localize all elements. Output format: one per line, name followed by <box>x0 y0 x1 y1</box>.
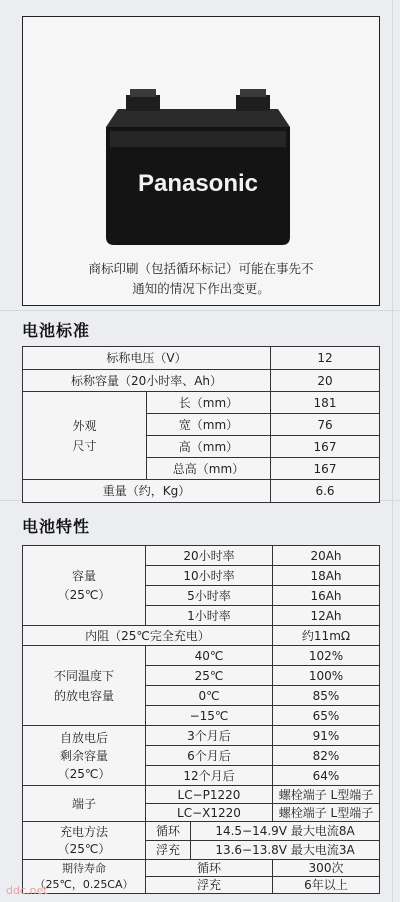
row-label: 总高（mm） <box>147 458 271 480</box>
table-row <box>23 370 380 392</box>
row-label: 宽（mm） <box>147 414 271 436</box>
row-value: 20Ah <box>273 546 380 566</box>
row-label: 1小时率 <box>146 606 273 626</box>
brand-logo-text: Panasonic <box>137 170 259 197</box>
row-label: 40℃ <box>146 646 273 666</box>
row-label: 10小时率 <box>146 566 273 586</box>
row-value: 167 <box>271 458 380 480</box>
background-line <box>392 0 393 902</box>
table-row <box>23 347 380 370</box>
battery-image <box>98 87 298 247</box>
terminal-model: LC−X1220 <box>146 804 273 822</box>
row-label: 内阻（25℃完全充电） <box>23 626 273 646</box>
row-value: 76 <box>271 414 380 436</box>
row-label: 3个月后 <box>146 726 273 746</box>
terminal-type: 螺栓端子 L型端子 <box>273 804 380 822</box>
row-value: 约11mΩ <box>273 626 380 646</box>
charge-value: 14.5−14.9V 最大电流8A <box>191 822 380 841</box>
caption-line-1: 商标印刷（包括循环标记）可能在事先不 <box>88 261 314 276</box>
photo-caption <box>23 259 379 299</box>
group-label-capacity: 容量 （25℃） <box>23 546 146 626</box>
row-label: 12个月后 <box>146 766 273 786</box>
section-title-battery-standard: 电池标准 <box>22 321 91 340</box>
row-value: 102% <box>273 646 380 666</box>
row-value: 181 <box>271 392 380 414</box>
life-value: 300次 <box>273 860 380 877</box>
row-value: 12 <box>271 347 380 370</box>
table-row <box>23 786 380 804</box>
charge-value: 13.6−13.8V 最大电流3A <box>191 841 380 860</box>
charge-mode: 浮充 <box>146 841 191 860</box>
group-label-dimensions: 外观 尺寸 <box>23 392 147 480</box>
terminal-model: LC−P1220 <box>146 786 273 804</box>
life-value: 6年以上 <box>273 877 380 894</box>
row-value: 12Ah <box>273 606 380 626</box>
battery-standard-table <box>22 346 380 503</box>
group-label-self-discharge: 自放电后 剩余容量 （25℃） <box>23 726 146 786</box>
row-value: 64% <box>273 766 380 786</box>
row-label: 长（mm） <box>147 392 271 414</box>
group-label-charging: 充电方法 （25℃） <box>23 822 146 860</box>
row-label: 25℃ <box>146 666 273 686</box>
table-row <box>23 860 380 877</box>
row-label: 20小时率 <box>146 546 273 566</box>
row-label: 6个月后 <box>146 746 273 766</box>
table-row <box>23 480 380 503</box>
section-title-battery-characteristics: 电池特性 <box>22 517 91 536</box>
row-label: 高（mm） <box>147 436 271 458</box>
row-value: 16Ah <box>273 586 380 606</box>
row-value: 100% <box>273 666 380 686</box>
group-label-life: 期待寿命 （25℃，0.25CA） <box>23 860 146 894</box>
table-row <box>23 646 380 666</box>
life-mode: 浮充 <box>146 877 273 894</box>
background-line <box>0 310 400 311</box>
terminal-type: 螺栓端子 L型端子 <box>273 786 380 804</box>
row-label: −15℃ <box>146 706 273 726</box>
row-value: 91% <box>273 726 380 746</box>
row-value: 18Ah <box>273 566 380 586</box>
row-label: 重量（约，Kg） <box>23 480 271 503</box>
row-value: 85% <box>273 686 380 706</box>
table-row <box>23 822 380 841</box>
charge-mode: 循环 <box>146 822 191 841</box>
group-label-terminal: 端子 <box>23 786 146 822</box>
row-value: 167 <box>271 436 380 458</box>
table-row <box>23 626 380 646</box>
row-value: 82% <box>273 746 380 766</box>
row-value: 20 <box>271 370 380 392</box>
life-mode: 循环 <box>146 860 273 877</box>
table-row <box>23 726 380 746</box>
table-row <box>23 392 380 414</box>
row-value: 6.6 <box>271 480 380 503</box>
product-photo-frame <box>22 16 380 306</box>
group-label-temperature: 不同温度下 的放电容量 <box>23 646 146 726</box>
row-label: 0℃ <box>146 686 273 706</box>
row-label: 5小时率 <box>146 586 273 606</box>
row-value: 65% <box>273 706 380 726</box>
watermark: ddc.net <box>6 884 48 897</box>
row-label: 标称电压（V） <box>23 347 271 370</box>
row-label: 标称容量（20小时率、Ah） <box>23 370 271 392</box>
battery-characteristics-table <box>22 545 380 894</box>
caption-line-2: 通知的情况下作出变更。 <box>132 281 270 296</box>
table-row <box>23 546 380 566</box>
